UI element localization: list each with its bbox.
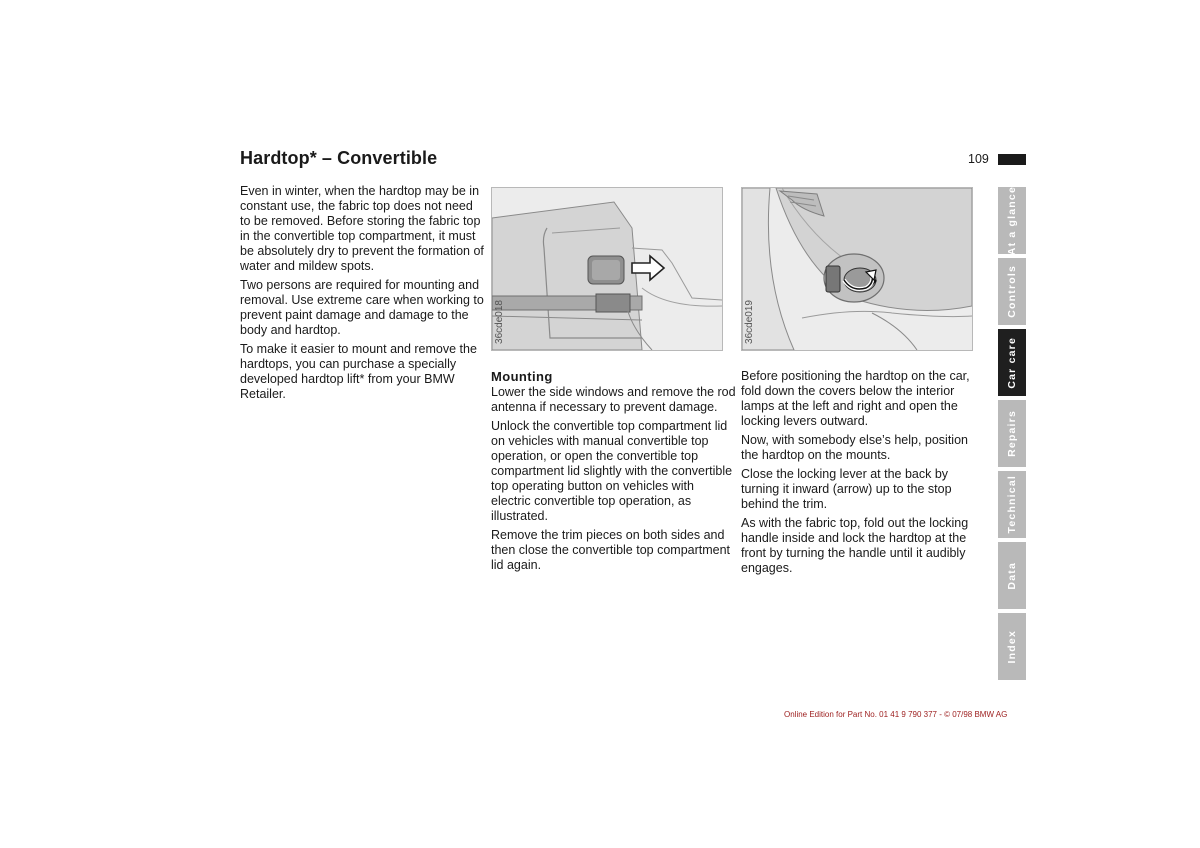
tab-label: Technical	[1006, 475, 1018, 534]
intro-paragraph-2: Two persons are required for mounting and removal. Use extreme care when working to prevent paint damage and damage to the body and hardtop.	[240, 278, 484, 337]
page-number: 109	[968, 152, 989, 166]
tab-technical[interactable]	[998, 471, 1026, 538]
tab-label: Car care	[1006, 336, 1018, 389]
intro-paragraph-3: To make it easier to mount and remove the hardtops, you can purchase a specially developed hardtop lift* from your BMW Retailer.	[240, 342, 477, 401]
tab-label: Data	[1006, 561, 1018, 590]
instruction-paragraph-2: Now, with somebody else’s help, position the hardtop on the mounts.	[741, 433, 968, 462]
tab-label: Controls	[1006, 265, 1018, 318]
mounting-paragraph-2: Unlock the convertible top compartment lid on vehicles with manual convertible top operation, or open the convertible top compartment lid slightly with the convertible top operating button on vehicles with electric convertible top operation, as illustrated.	[491, 419, 733, 523]
tab-label: At a glance	[1006, 185, 1018, 256]
page-title: Hardtop* – Convertible	[240, 148, 438, 168]
mounting-paragraph-1: Lower the side windows and remove the rod antenna if necessary to prevent damage.	[491, 385, 736, 414]
section-heading: Mounting	[491, 369, 553, 384]
instruction-paragraph-3: Close the locking lever at the back by turning it inward (arrow) up to the stop behind the trim.	[741, 467, 952, 511]
figure-code: 36cde018	[494, 300, 505, 344]
tab-car-care[interactable]	[998, 329, 1026, 396]
tab-index[interactable]	[998, 613, 1026, 680]
instruction-paragraph-4: As with the fabric top, fold out the locking handle inside and lock the hardtop at the front by turning the handle until it audibly engages.	[741, 516, 969, 575]
instructions-column	[741, 369, 986, 580]
tab-at-a-glance[interactable]	[998, 187, 1026, 254]
figure-compartment-lid	[491, 187, 723, 351]
page-number-bar	[998, 154, 1026, 165]
tab-label: Index	[1006, 629, 1018, 664]
rotate-arrow-icon	[838, 258, 878, 294]
tab-repairs[interactable]	[998, 400, 1026, 467]
instruction-paragraph-1: Before positioning the hardtop on the car, fold down the covers below the interior lamps at the left and right and open the locking levers outward.	[741, 369, 970, 428]
intro-column	[240, 184, 485, 406]
footer-edition-note: Online Edition for Part No. 01 41 9 790 377 - © 07/98 BMW AG	[784, 710, 1008, 719]
tab-label: Repairs	[1006, 410, 1018, 457]
mounting-column	[491, 369, 736, 577]
tab-controls[interactable]	[998, 258, 1026, 325]
arrow-right-icon	[630, 254, 666, 282]
intro-paragraph-1: Even in winter, when the hardtop may be in constant use, the fabric top does not need to be removed. Before storing the fabric top in the convertible top compartment, it must be absolutely dry to prevent the formation of water and mildew spots.	[240, 184, 484, 273]
tab-data[interactable]	[998, 542, 1026, 609]
side-tabs	[998, 187, 1026, 684]
figure-code: 36cde019	[744, 300, 755, 344]
figure-locking-lever	[741, 187, 973, 351]
mounting-paragraph-3: Remove the trim pieces on both sides and then close the convertible top compartment lid again.	[491, 528, 731, 572]
